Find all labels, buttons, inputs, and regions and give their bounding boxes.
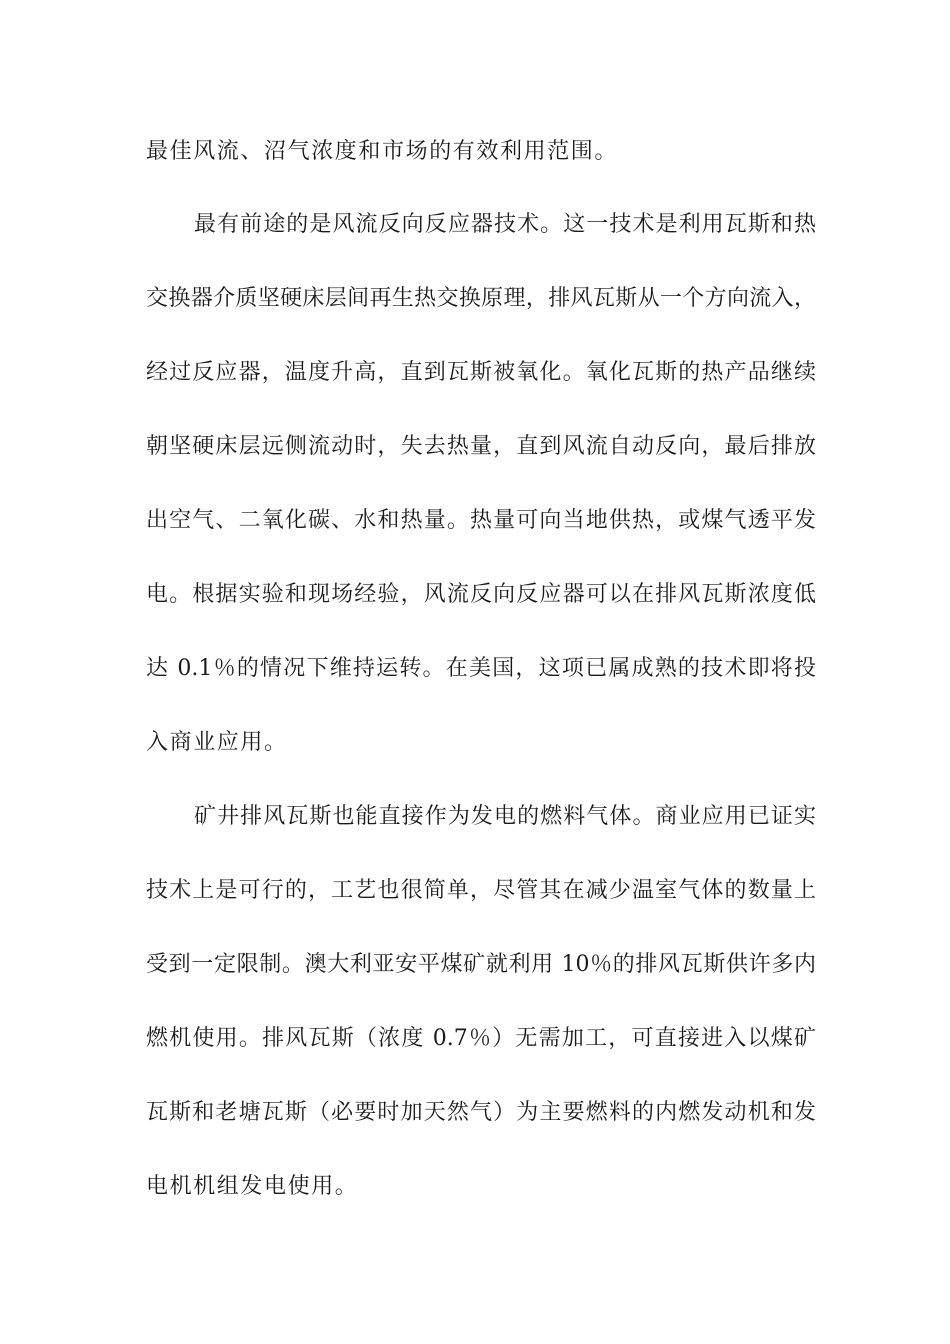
text-line: 朝坚硬床层远侧流动时，失去热量，直到风流自动反向，最后排放 <box>146 434 816 459</box>
text-line: 电。根据实验和现场经验，风流反向反应器可以在排风瓦斯浓度低 <box>146 582 816 607</box>
text-line: 最佳风流、沼气浓度和市场的有效利用范围。 <box>146 139 619 164</box>
text-line: 达 0.1％的情况下维持运转。在美国，这项已属成熟的技术即将投 <box>146 656 816 681</box>
text-line: 经过反应器，温度升高，直到瓦斯被氧化。氧化瓦斯的热产品继续 <box>146 360 816 385</box>
text-line: 出空气、二氧化碳、水和热量。热量可向当地供热，或煤气透平发 <box>146 508 816 533</box>
paragraph-first-line: 矿井排风瓦斯也能直接作为发电的燃料气体。商业应用已证实 <box>194 804 816 829</box>
paragraph-last-line: 入商业应用。 <box>146 730 288 755</box>
text-line: 受到一定限制。澳大利亚安平煤矿就利用 10％的排风瓦斯供许多内 <box>146 952 816 977</box>
text-line: 燃机使用。排风瓦斯（浓度 0.7％）无需加工，可直接进入以煤矿 <box>146 1026 816 1051</box>
paragraph-first-line: 最有前途的是风流反向反应器技术。这一技术是利用瓦斯和热 <box>194 212 816 237</box>
paragraph-last-line: 电机机组发电使用。 <box>146 1174 359 1199</box>
text-line: 交换器介质坚硬床层间再生热交换原理，排风瓦斯从一个方向流入， <box>146 286 816 311</box>
text-line: 技术上是可行的，工艺也很简单，尽管其在减少温室气体的数量上 <box>146 878 816 903</box>
text-line: 瓦斯和老塘瓦斯（必要时加天然气）为主要燃料的内燃发动机和发 <box>146 1100 816 1125</box>
